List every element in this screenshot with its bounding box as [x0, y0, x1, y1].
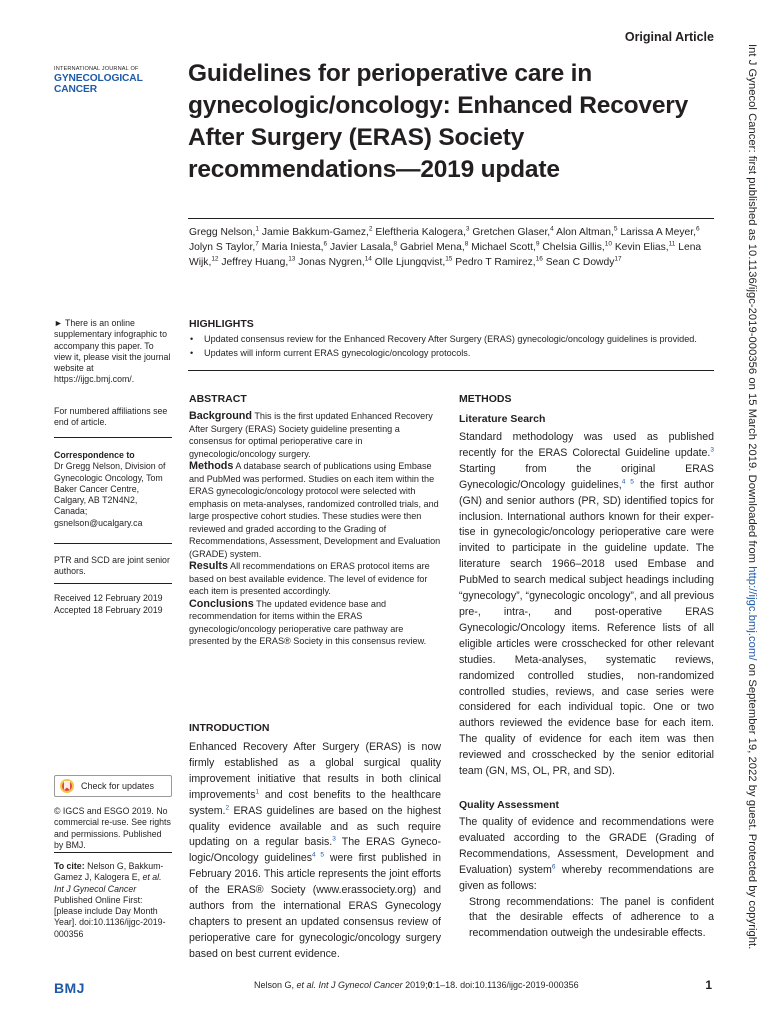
to-cite-text-2: Published Online First: [please include Day Month Year]. doi:10.1136/ijgc-2019-000356	[54, 894, 166, 939]
article-title: Guidelines for perioperative care in gynecologic/oncology: Enhanced Recovery After Surgery (ERAS) Society recommendations—2019 update	[188, 60, 689, 183]
intro-text: Enhanced Recovery After Surgery (ERAS) is now firmly established as a global surgical quality improvement initiative that results in both clinical improvements	[189, 741, 441, 801]
infographic-note: ► There is an online supplementary infographic to accompany this paper. To view it, please visit the journal website at https://ijgc.bmj.com/.	[54, 318, 171, 385]
highlight-item	[189, 346, 717, 360]
citation-ref[interactable]: 4 5	[621, 478, 634, 486]
introduction-body	[189, 740, 441, 963]
page-number: 1	[705, 978, 712, 992]
author-name: Jamie Bakkum-Gamez,	[259, 227, 369, 238]
footer-citation-doi: :1–18. doi:10.1136/ijgc-2019-000356	[432, 980, 579, 990]
to-cite-journal: et al. Int J Gynecol Cancer	[54, 872, 162, 894]
download-watermark-text	[746, 44, 758, 984]
joint-senior-note: PTR and SCD are joint senior authors.	[54, 555, 170, 577]
download-watermark-strip	[738, 44, 762, 984]
background-text: This is the first updated Enhanced Recovery After Surgery (ERAS) Society guideline presenting a consensus for optimal perioperative care in gynecologic/oncology surgery.	[189, 411, 433, 459]
highlights-list	[189, 332, 717, 360]
author-name: Chelsia Gillis,	[539, 242, 605, 254]
highlights-divider	[188, 370, 714, 371]
affiliation-ref[interactable]: 2	[368, 225, 373, 233]
author-name: Jonas Nygren,	[295, 257, 365, 269]
affiliation-ref[interactable]: 8	[464, 240, 469, 248]
author-name: Javier Lasala,	[327, 242, 394, 254]
footer-citation-text: Nelson G,	[254, 980, 297, 990]
journal-link[interactable]: http://ijgc.bmj.com/	[746, 566, 758, 661]
sidebar-divider	[54, 437, 172, 438]
author-name: Sean C Dowdy	[542, 257, 615, 269]
intro-text: The ERAS Gynecologic/Oncology guidelines	[189, 836, 441, 865]
footer-citation-volume: 0	[427, 980, 433, 990]
abstract-heading: ABSTRACT	[189, 393, 247, 405]
journal-logo[interactable]	[54, 66, 182, 95]
correspondence-heading: Correspondence to	[54, 450, 135, 460]
author-name: Jeffrey Huang,	[218, 257, 289, 269]
correspondence-block	[54, 450, 172, 529]
affiliation-ref[interactable]: 3	[465, 225, 470, 233]
sidebar-divider	[54, 543, 172, 544]
affiliation-ref[interactable]: 17	[614, 255, 622, 263]
affiliation-ref[interactable]: 8	[393, 240, 398, 248]
journal-logo-line1: INTERNATIONAL JOURNAL OF	[54, 66, 139, 72]
affiliation-ref[interactable]: 6	[695, 225, 700, 233]
affiliations-note: For numbered affiliations see end of article.	[54, 406, 168, 428]
article-type-label: Original Article	[624, 30, 714, 44]
bullet-icon: •	[190, 334, 194, 344]
highlight-item	[189, 332, 717, 346]
affiliation-ref[interactable]: 9	[535, 240, 540, 248]
affiliation-ref[interactable]: 15	[445, 255, 453, 263]
methods-text: A database search of publications using Embase and PubMed was performed. Studies on each item within the ERAS gynecologic/oncology protocol were selected with emphasis on meta-analyses, randomized controlled trials, and large prospective cohort studies. These studies were then reviewed and graded according to the Grading of Recommendations, Assessment, Development and Evaluation (GRADE) system.	[189, 461, 441, 559]
bmj-logo[interactable]: BMJ	[54, 980, 85, 996]
methods-text: The quality of evidence and recommendations were evaluated according to the GRADE (Grading of Recommendations, Assessment, Development and Evaluation) system	[459, 816, 714, 876]
affiliation-ref[interactable]: 5	[613, 225, 618, 233]
intro-text: and cost benefits to the healthcare system.	[189, 788, 441, 817]
intro-text: ERAS guidelines are based on the highest quality evidence available and as such require updating on a regular basis.	[189, 804, 441, 849]
background-label: Background	[189, 410, 252, 422]
affiliation-ref[interactable]: 14	[364, 255, 372, 263]
author-name: Gretchen Glaser,	[469, 227, 551, 238]
watermark-text: on September 19, 2022 by guest. Protected by copyright.	[746, 660, 758, 950]
check-for-updates-button[interactable]	[54, 775, 172, 797]
highlight-text: Updates will inform current ERAS gynecologic/oncology protocols.	[204, 348, 471, 358]
citation-ref[interactable]: 3	[332, 835, 336, 843]
to-cite-text: Nelson G, Bakkum-Gamez J, Kalogera E,	[54, 861, 164, 883]
affiliation-ref[interactable]: 6	[323, 240, 328, 248]
quality-assessment-heading: Quality Assessment	[459, 799, 559, 811]
results-label: Results	[189, 560, 229, 572]
abstract-body	[189, 410, 441, 648]
citation-ref[interactable]: 6	[551, 863, 556, 871]
citation-ref[interactable]: 3	[710, 446, 714, 454]
affiliation-ref[interactable]: 1	[255, 225, 260, 233]
to-cite-heading: To cite:	[54, 861, 85, 871]
title-divider	[188, 218, 714, 219]
sidebar-divider	[54, 583, 172, 584]
highlights-heading: HIGHLIGHTS	[189, 318, 254, 330]
author-name: Jolyn S Taylor,	[189, 242, 256, 254]
author-name: Eleftheria Kalogera,	[372, 227, 466, 238]
methods-text: the first author (GN) and senior authors (PR, SD) identified topics for inclusion. International authors known for their expertise in gynecologic/oncology perioperative care were invited to participate in the guideline update. The literature search 1966–2018 used Embase and PubMed to search medical subject headings including “gynecology”, “gynecologic oncology”, and all previous pre-, intra-, and post-operative ERAS Gynecologic/Oncology items. Reference lists of all eligible articles were crosschecked for other relevant studies. Meta-analyses, systematic reviews, randomized controlled studies, non-randomized controlled studies, reviews, and case series were considered for each individual topic. One or two authors reviewed the evidence base for each item. The quality of evidence for each item was then reviewed and crosschecked by the senior editorial team (GN, MS, OL, PR, and SD).	[459, 478, 714, 778]
conclusions-text: The updated evidence base and recommendation for items within the ERAS gynecologic/oncology perioperative care pathway are presented by the ERAS® Society in this consensus review.	[189, 598, 427, 646]
methods-text: Strong recommendations: The panel is confident that the desirable effects of adherence to a recommendation outweigh the undesirable effects.	[469, 895, 714, 940]
watermark-text: Int J Gynecol Cancer: first published as 10.1136/ijgc-2019-000356 on 15 March 2019. Downloaded from	[746, 44, 758, 567]
correspondence-body: Dr Gregg Nelson, Division of Gynecologic Oncology, Tom Baker Cancer Centre, Calgary, AB T2N4N2, Canada; gsnelson@ucalgary.ca	[54, 461, 166, 528]
citation-ref[interactable]: 1	[255, 788, 260, 796]
intro-text: were first published in February 2016. This article represents the joint efforts of the ERAS® Society (www.erassociety.org) and authors from the international ERAS Gynecology chapters to present an updated consensus review of perioperative care for gynecologic/oncology surgery based on best current evidence.	[189, 852, 441, 960]
methods-text: Standard methodology was used as published recently for the ERAS Colorectal Guideline update.	[459, 431, 714, 459]
affiliation-ref[interactable]: 7	[255, 240, 259, 248]
affiliation-ref[interactable]: 11	[668, 240, 676, 248]
crossmark-icon	[59, 778, 75, 794]
highlight-text: Updated consensus review for the Enhanced Recovery After Surgery (ERAS) gynecologic/oncology guidelines is provided.	[204, 334, 697, 344]
author-name: Larissa A Meyer,	[617, 227, 696, 238]
methods-text: whereby recommendations are given as follows:	[459, 863, 714, 892]
introduction-heading: INTRODUCTION	[189, 722, 270, 734]
citation-ref[interactable]: 2	[225, 804, 230, 812]
footer-citation-text: 2019;	[402, 980, 428, 990]
methods-text: Starting from the original ERAS Gynecologic/Oncology guidelines,	[459, 462, 714, 491]
author-name: Lena Wijk,	[189, 242, 702, 269]
author-name: Gregg Nelson,	[189, 227, 256, 238]
bullet-icon: •	[190, 348, 194, 358]
accepted-date: Accepted 18 February 2019	[54, 605, 163, 615]
methods-heading: METHODS	[459, 393, 512, 405]
author-name: Michael Scott,	[468, 242, 536, 254]
affiliation-ref[interactable]: 4	[550, 225, 554, 233]
conclusions-label: Conclusions	[189, 597, 254, 610]
received-date: Received 12 February 2019	[54, 593, 163, 603]
methods-label: Methods	[189, 460, 234, 472]
footer-citation-journal: et al. Int J Gynecol Cancer	[296, 980, 403, 990]
affiliation-ref[interactable]: 12	[211, 255, 219, 263]
results-text: All recommendations on ERAS protocol items are based on best available evidence. The level of evidence for each item is presented accordingly.	[189, 561, 430, 596]
journal-logo-line2: GYNECOLOGICAL CANCER	[54, 73, 143, 95]
copyright-note: © IGCS and ESGO 2019. No commercial re-use. See rights and permissions. Published by BMJ.	[54, 806, 171, 850]
citation-ref[interactable]: 4 5	[312, 851, 324, 859]
affiliation-ref[interactable]: 16	[535, 255, 543, 263]
literature-search-body	[459, 430, 714, 780]
author-list	[189, 225, 717, 271]
quality-assessment-body	[459, 815, 714, 942]
author-name: Olle Ljungqvist,	[371, 257, 446, 269]
author-name: Maria Iniesta,	[258, 242, 324, 254]
affiliation-ref[interactable]: 10	[604, 240, 612, 248]
check-for-updates-label: Check for updates	[81, 781, 155, 791]
author-name: Gabriel Mena,	[397, 242, 465, 254]
sidebar-divider	[54, 852, 172, 853]
affiliation-ref[interactable]: 13	[288, 255, 296, 263]
footer-citation	[254, 980, 579, 990]
author-name: Alon Altman,	[553, 227, 614, 238]
author-name: Pedro T Ramirez,	[452, 257, 536, 269]
author-name: Kevin Elias,	[611, 242, 669, 254]
literature-search-heading: Literature Search	[459, 413, 546, 425]
to-cite-block	[54, 861, 172, 940]
